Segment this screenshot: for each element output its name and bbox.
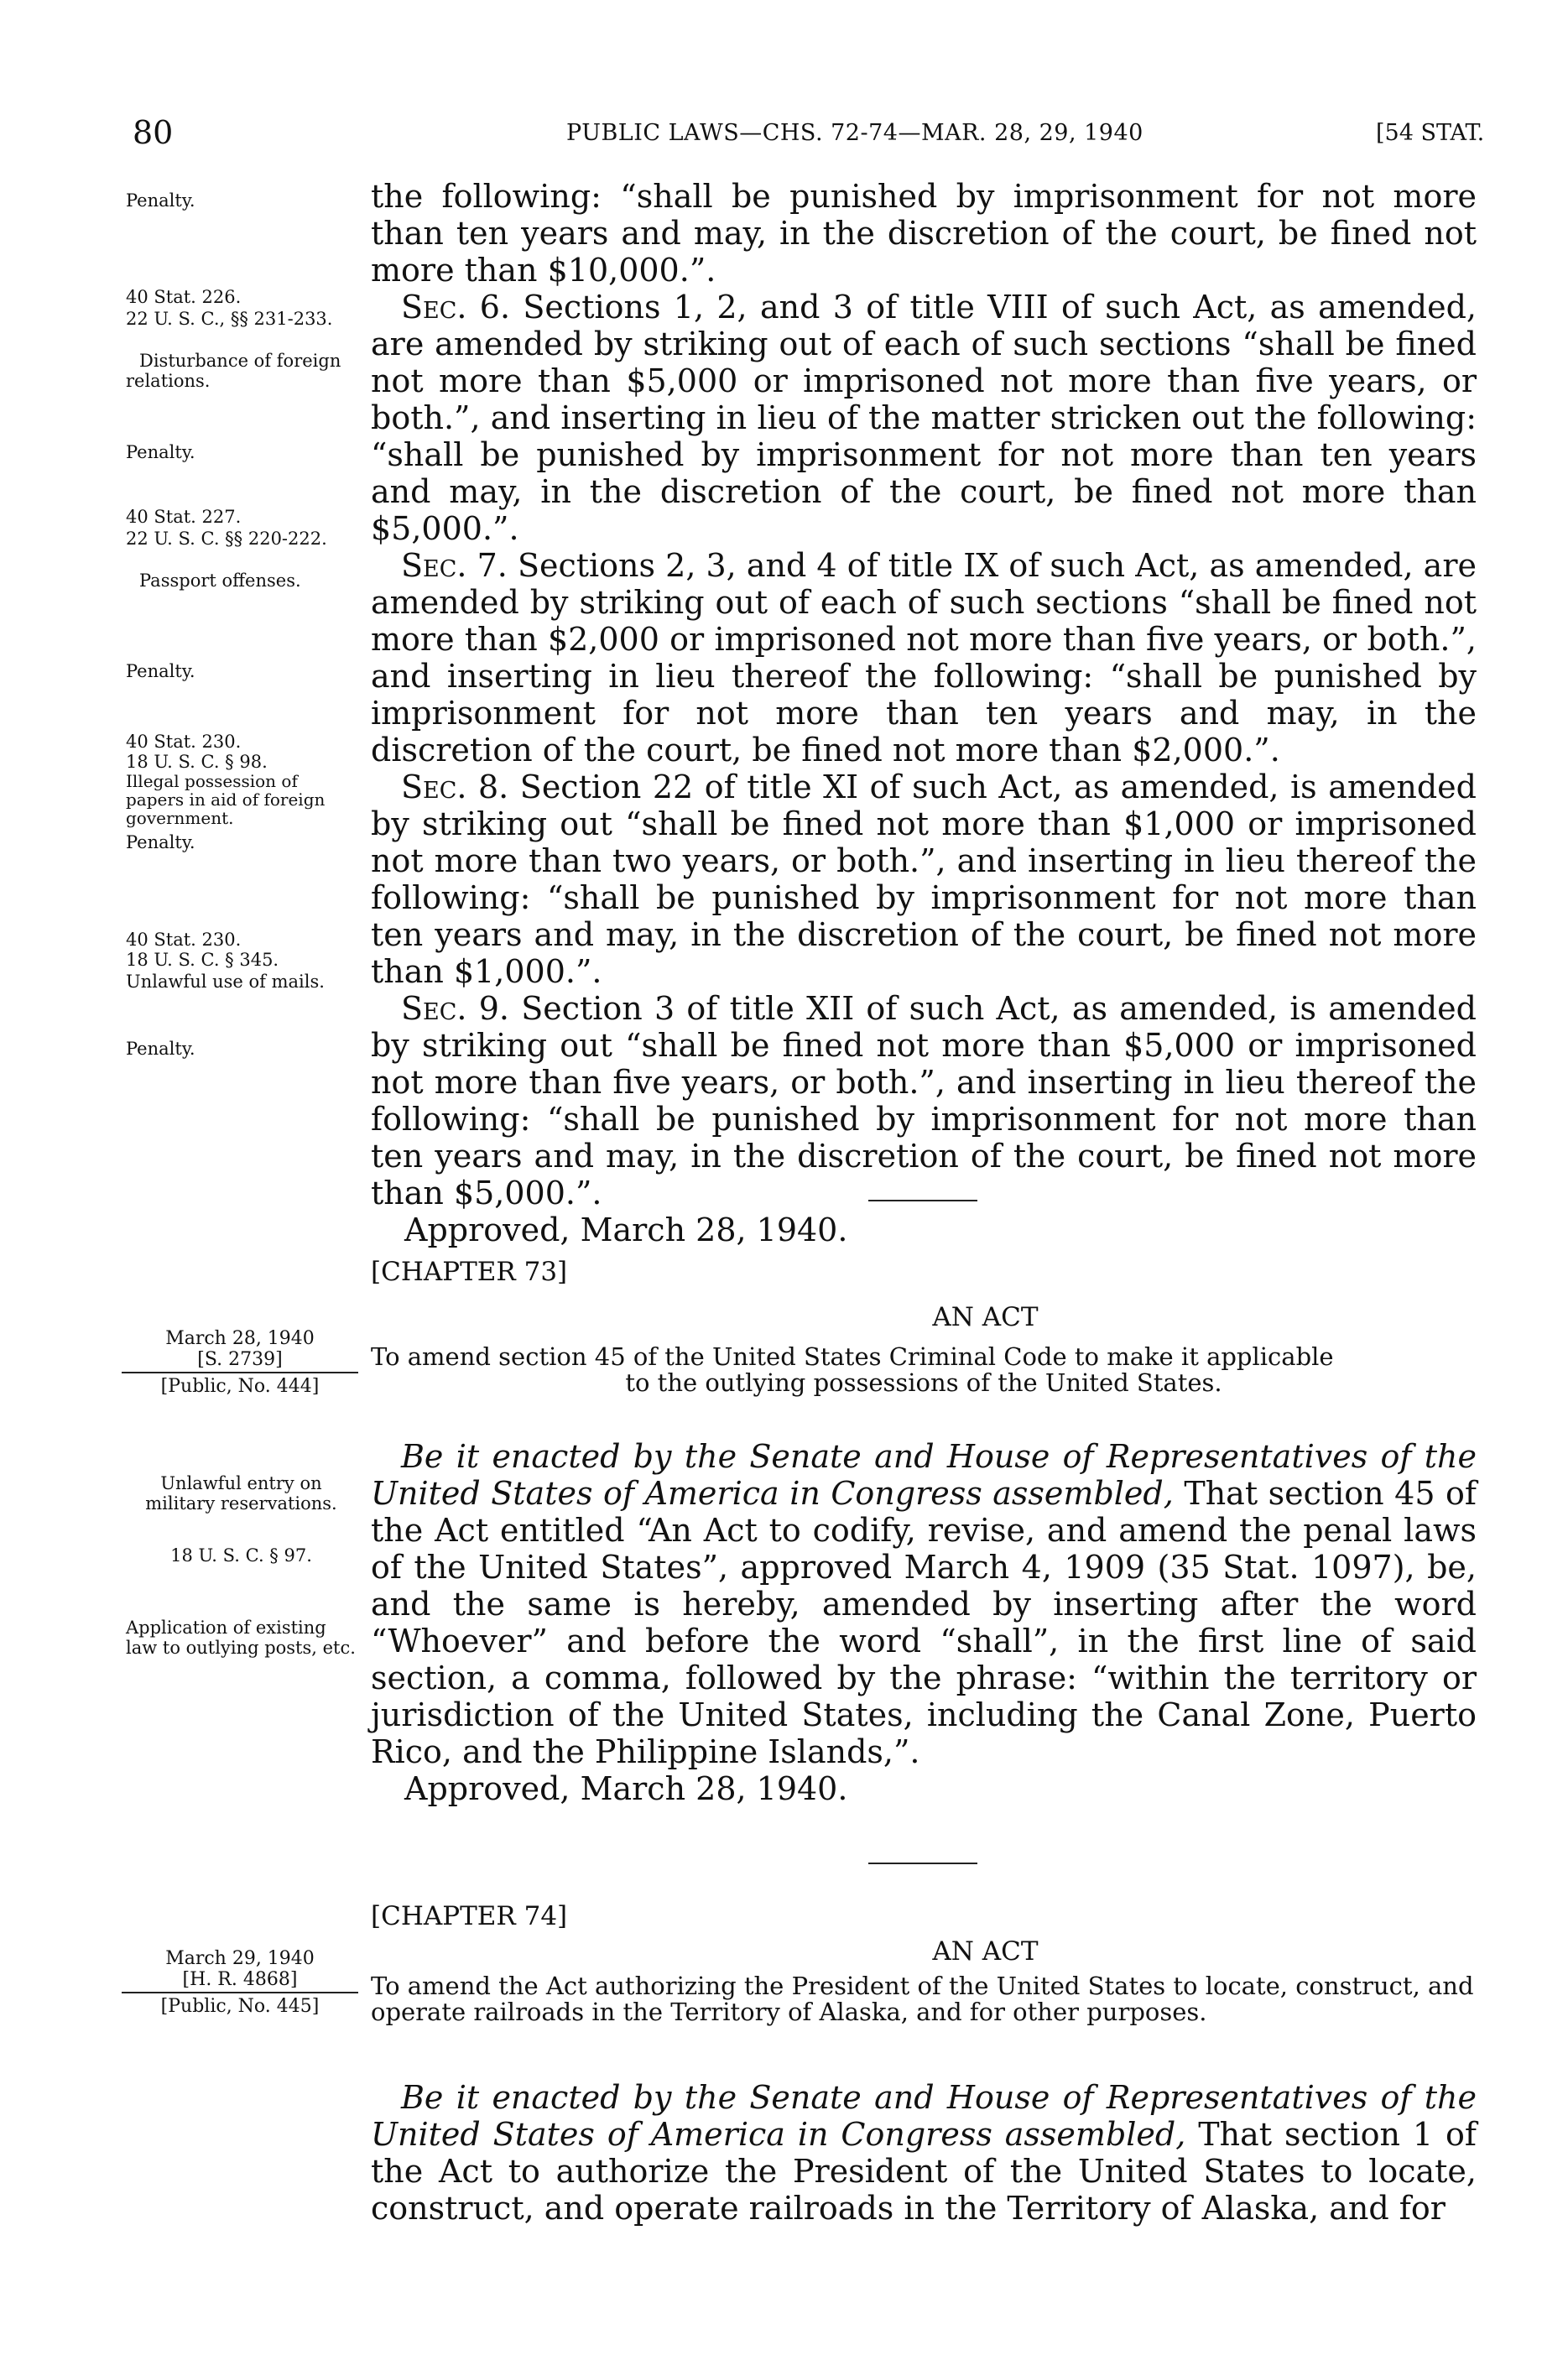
margin-note: 18 U. S. C. § 98.: [126, 752, 268, 772]
running-title: PUBLIC LAWS—CHS. 72-74—MAR. 28, 29, 1940: [566, 120, 1143, 146]
section-label: Sec.: [401, 547, 467, 584]
section-8: [371, 769, 1477, 990]
section-9: [371, 990, 1477, 1211]
section-text: 8. Section 22 of title XI of such Act, as amended, is amended by striking out “shall be fined not more than $1,000 or imprisoned not more than two years, or both.”, and inserting in lieu thereof the following: “shall be punished by imprisonment for not more than ten years and may, in the discretion of the court, be fined not more than $1,000.”.: [371, 769, 1477, 990]
section-text: 9. Section 3 of title XII of such Act, as amended, is amended by striking out “shall be fined not more than $5,000 or imprisoned not more than five years, or both.”, and inserting in lieu thereof the following: “shall be punished by imprisonment for not more than ten years and may, in the discretion of the court, be fined not more than $5,000.”.: [371, 990, 1477, 1211]
public-law-number: [Public, No. 444]: [160, 1376, 320, 1397]
section-7: [371, 547, 1477, 769]
enactment-date: March 28, 1940: [165, 1328, 315, 1349]
chapter-73-date-block: [122, 1328, 358, 1397]
approved-line: Approved, March 28, 1940.: [404, 1770, 848, 1807]
margin-note: 40 Stat. 226.: [126, 287, 242, 307]
date-rule: [122, 1992, 358, 1993]
section-divider: [868, 1863, 977, 1864]
date-rule: [122, 1372, 358, 1373]
act-label: AN ACT: [932, 1936, 1039, 1967]
chapter-74-date-block: [122, 1948, 358, 2017]
enacting-clause: Be it enacted by the Senate and House of Representatives of the United States of America in Congress assembled,: [371, 2079, 1477, 2153]
section-6: [371, 289, 1477, 547]
enacting-text: That section 45 of the Act entitled “An Act to codify, revise, and amend the penal laws of the United States”, approved March 4, 1909 (35 Stat. 1097), be, and the same is hereby, amended by inserting after the word “Whoever” and before the word “shall”, in the first line of said section, a comma, followed by the phrase: “within the territory or jurisdiction of the United States, including the Canal Zone, Puerto Rico, and the Philippine Islands,”.: [371, 1475, 1477, 1770]
chapter-74-purpose: [371, 1973, 1477, 2025]
margin-note: Unlawful use of mails.: [126, 972, 325, 992]
margin-note: 22 U. S. C., §§ 231-233.: [126, 309, 333, 329]
volume-reference: [54 STAT.: [1376, 120, 1485, 146]
bill-number: [S. 2739]: [197, 1349, 283, 1370]
margin-note: 22 U. S. C. §§ 220-222.: [126, 529, 327, 549]
main-text-top: [371, 178, 1477, 1248]
margin-note: Penalty.: [126, 442, 195, 462]
enacting-clause: Be it enacted by the Senate and House of Representatives of the United States of America in Congress assembled,: [371, 1438, 1477, 1512]
margin-note: 18 U. S. C. § 97.: [170, 1545, 312, 1566]
chapter-73-purpose: [371, 1344, 1477, 1396]
approved-line: Approved, March 28, 1940.: [404, 1211, 848, 1248]
paragraph: the following: “shall be punished by imprisonment for not more than ten years and may, in the discretion of the court, be fined not more than $10,000.”.: [371, 178, 1477, 289]
margin-note: Passport offenses.: [139, 571, 301, 591]
section-label: Sec.: [401, 769, 467, 805]
purpose-line: To amend section 45 of the United States Criminal Code to make it applicable: [371, 1342, 1334, 1371]
act-label: AN ACT: [932, 1302, 1039, 1332]
enacting-text: That section 1 of the Act to authorize the President of the United States to locate, construct, and operate railroads in the Territory of Alaska, and for: [371, 2116, 1477, 2227]
chapter-73-body: [371, 1438, 1477, 1807]
public-law-number: [Public, No. 445]: [160, 1996, 320, 2017]
section-label: Sec.: [401, 289, 467, 326]
margin-note: 18 U. S. C. § 345.: [126, 950, 279, 970]
chapter-74-body: [371, 2079, 1477, 2227]
margin-note: Unlawful entry on military reservations.: [145, 1473, 337, 1514]
purpose-text: To amend the Act authorizing the President of the United States to locate, construct, and operate railroads in the Territory of Alaska, and for other purposes.: [371, 1972, 1474, 2026]
page-number: 80: [133, 114, 174, 151]
margin-note: Penalty.: [126, 190, 195, 211]
section-label: Sec.: [401, 990, 467, 1027]
margin-note: Penalty.: [126, 832, 195, 852]
section-text: 7. Sections 2, 3, and 4 of title IX of such Act, as amended, are amended by striking out of each of such sections “shall be fined not more than $2,000 or imprisoned not more than five years, or both.”, and inserting in lieu thereof the following: “shall be punished by imprisonment for not more than ten years and may, in the discretion of the court, be fined not more than $2,000.”.: [371, 547, 1477, 769]
enacting-paragraph: [371, 1438, 1477, 1770]
margin-note: Application of existing law to outlying posts, etc.: [126, 1618, 356, 1658]
margin-note: 40 Stat. 230.: [126, 732, 242, 752]
margin-note: Disturbance of foreign relations.: [126, 351, 341, 391]
margin-note: 40 Stat. 227.: [126, 507, 242, 527]
margin-note: Penalty.: [126, 661, 195, 681]
section-divider: [868, 1200, 977, 1201]
enactment-date: March 29, 1940: [165, 1948, 315, 1969]
chapter-73-heading: [CHAPTER 73]: [371, 1257, 568, 1287]
chapter-74-heading: [CHAPTER 74]: [371, 1901, 568, 1931]
section-text: 6. Sections 1, 2, and 3 of title VIII of such Act, as amended, are amended by striking out of each of such sections “shall be fined not more than $5,000 or imprisoned not more than five years, or both.”, and inserting in lieu of the matter stricken out the following: “shall be punished by imprisonment for not more than ten years and may, in the discretion of the court, be fined not more than $5,000.”.: [371, 289, 1477, 547]
bill-number: [H. R. 4868]: [182, 1969, 298, 1990]
margin-note: Illegal possession of papers in aid of foreign government.: [126, 771, 326, 828]
enacting-paragraph: [371, 2079, 1477, 2227]
margin-note: Penalty.: [126, 1039, 195, 1059]
purpose-line: to the outlying possessions of the United States.: [625, 1368, 1222, 1397]
margin-note: 40 Stat. 230.: [126, 930, 242, 950]
